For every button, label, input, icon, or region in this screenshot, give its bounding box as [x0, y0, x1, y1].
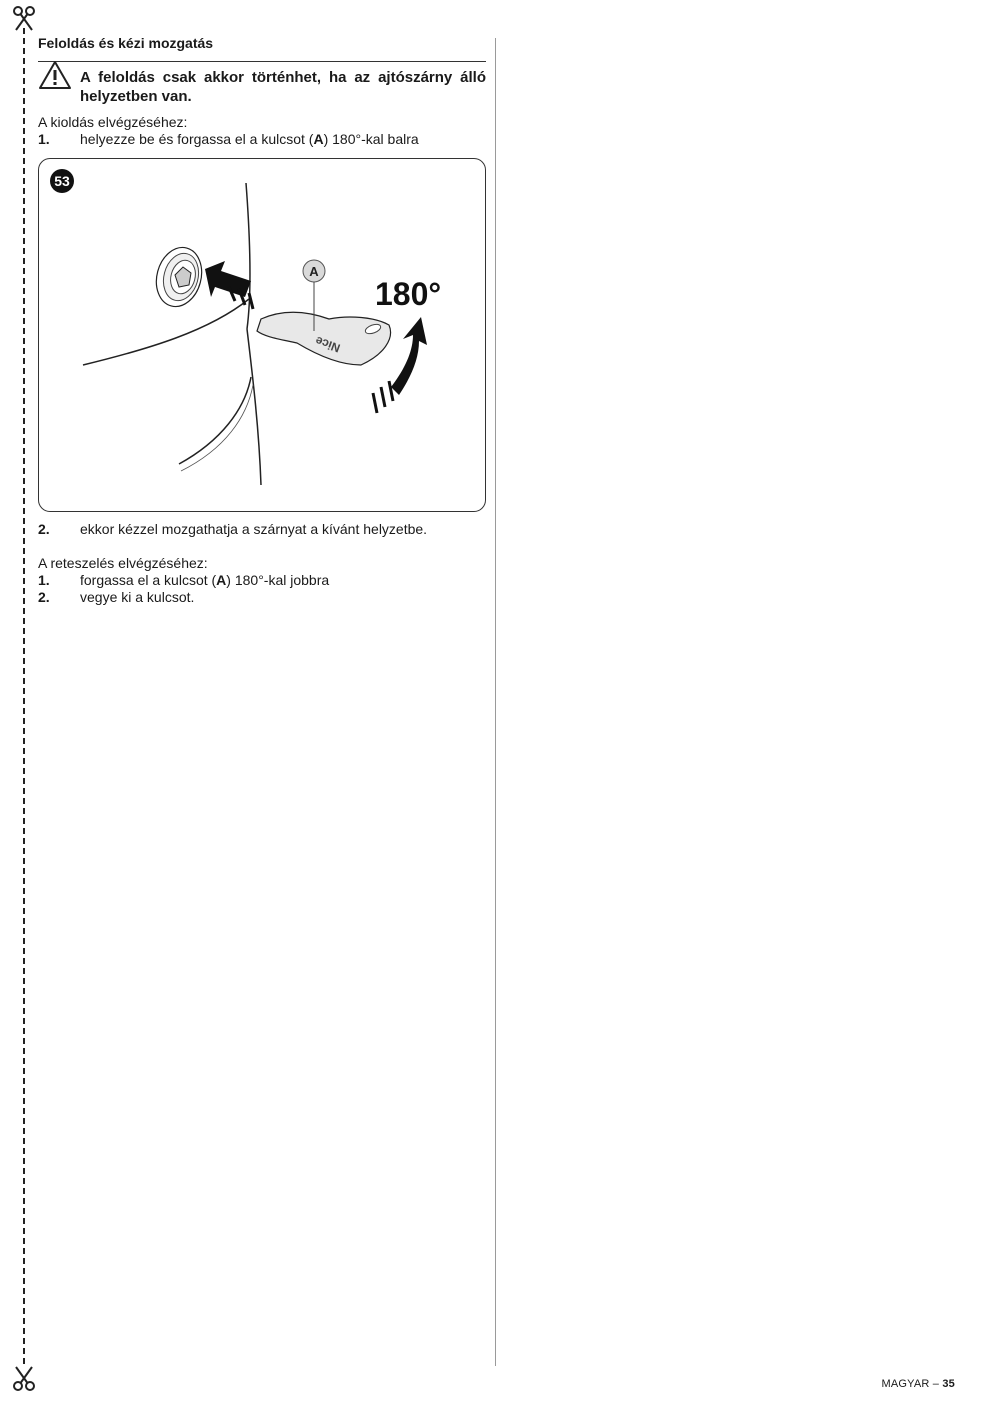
step-number: 2. [38, 521, 50, 537]
page-number: 35 [942, 1378, 955, 1390]
step-number: 1. [38, 572, 50, 588]
step-number: 2. [38, 589, 50, 605]
step-text [80, 131, 419, 148]
warning-text: A feloldás csak akkor történhet, ha az ajtószárny álló helyzetben van. [80, 69, 486, 105]
heading-rule [38, 61, 486, 62]
unlock-intro: A kioldás elvégzéséhez: [38, 114, 188, 130]
page-footer [881, 1378, 955, 1390]
key-release-illustration [39, 159, 485, 511]
cut-line [23, 28, 25, 1364]
callout-label: A [309, 264, 319, 279]
key-reference: A [313, 131, 324, 147]
step-text: ekkor kézzel mozgathatja a szárnyat a kívánt helyzetbe. [80, 521, 428, 537]
key-reference: A [216, 572, 227, 588]
column-separator [495, 38, 496, 1366]
scissors-icon [12, 1366, 36, 1392]
step-text: vegye ki a kulcsot. [80, 589, 195, 605]
lock-intro: A reteszelés elvégzéséhez: [38, 555, 208, 571]
warning-icon [38, 59, 72, 91]
step-text [80, 572, 329, 589]
figure-53 [38, 158, 486, 512]
rotation-angle: 180° [375, 276, 442, 312]
step-text-pre: forgassa el a kulcsot ( [80, 572, 217, 588]
step-text-post: ) 180°-kal jobbra [226, 572, 330, 588]
figure-number: 53 [54, 173, 70, 189]
step-text-pre: helyezze be és forgassa el a kulcsot ( [80, 131, 314, 147]
section-heading: Feloldás és kézi mozgatás [38, 35, 214, 51]
step-number: 1. [38, 131, 50, 147]
step-text-post: ) 180°-kal balra [323, 131, 419, 147]
key-brand: Nice [313, 333, 343, 356]
scissors-icon [12, 5, 36, 31]
footer-language: MAGYAR – [881, 1378, 940, 1390]
